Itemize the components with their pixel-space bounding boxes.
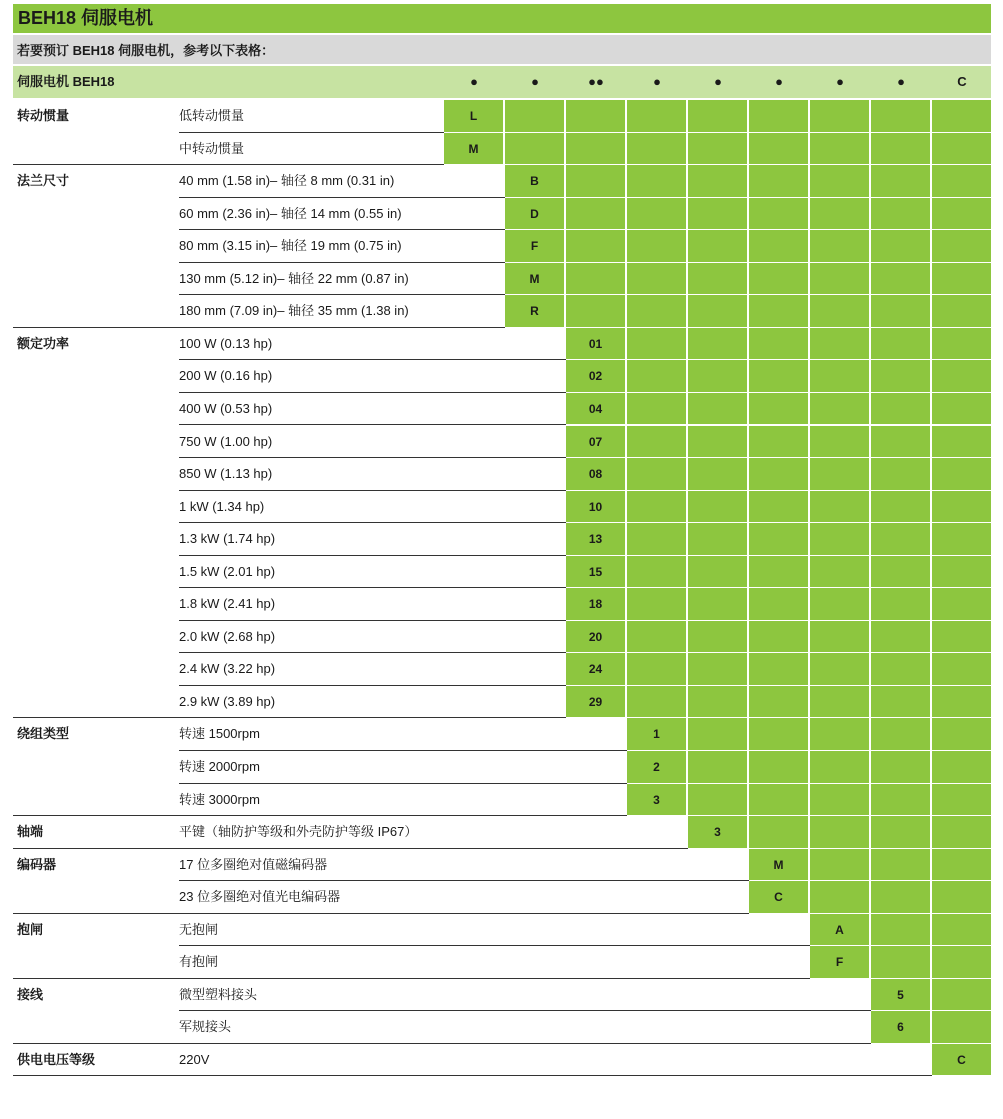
filler-cell <box>627 198 686 230</box>
option-description: 17 位多圈绝对值磁编码器 <box>179 856 328 872</box>
header-mark: ●● <box>588 74 604 89</box>
filler-cell <box>932 653 991 685</box>
filler-cell <box>810 556 869 588</box>
filler-cell <box>505 100 564 132</box>
option-code: R <box>505 295 564 327</box>
filler-cell <box>810 328 869 360</box>
table-row <box>13 328 991 360</box>
filler-cell <box>871 686 930 718</box>
filler-cell <box>627 133 686 165</box>
filler-cell <box>871 165 930 197</box>
filler-cell <box>932 556 991 588</box>
order-table <box>13 4 991 1076</box>
filler-cell <box>871 100 930 132</box>
option-description: 转速 3000rpm <box>179 791 260 807</box>
filler-cell <box>871 588 930 620</box>
filler-cell <box>749 295 808 327</box>
category-label: 额定功率 <box>17 335 70 351</box>
filler-cell <box>810 881 869 913</box>
table-row <box>13 849 991 881</box>
option-description: 微型塑料接头 <box>179 986 258 1002</box>
option-code: A <box>810 914 869 946</box>
filler-cell <box>688 165 747 197</box>
table-row <box>13 784 991 816</box>
table-row <box>13 458 991 490</box>
option-code: F <box>505 230 564 262</box>
filler-cell <box>688 198 747 230</box>
table-row <box>13 653 991 685</box>
filler-cell <box>749 653 808 685</box>
filler-cell <box>932 263 991 295</box>
filler-cell <box>627 426 686 458</box>
filler-cell <box>810 263 869 295</box>
table-row <box>13 393 991 425</box>
option-code: 10 <box>566 491 625 523</box>
option-description: 2.4 kW (3.22 hp) <box>179 661 276 677</box>
table-row <box>13 1044 991 1076</box>
filler-cell <box>871 849 930 881</box>
option-description: 1.8 kW (2.41 hp) <box>179 596 276 612</box>
filler-cell <box>810 849 869 881</box>
filler-cell <box>871 295 930 327</box>
filler-cell <box>932 100 991 132</box>
table-row <box>13 979 991 1011</box>
category-label: 绕组类型 <box>17 726 70 742</box>
filler-cell <box>627 523 686 555</box>
filler-cell <box>688 328 747 360</box>
filler-cell <box>810 458 869 490</box>
filler-cell <box>932 946 991 978</box>
filler-cell <box>810 100 869 132</box>
filler-cell <box>688 718 747 750</box>
filler-cell <box>627 653 686 685</box>
option-description: 750 W (1.00 hp) <box>179 433 273 449</box>
filler-cell <box>871 523 930 555</box>
option-code: 01 <box>566 328 625 360</box>
filler-cell <box>566 230 625 262</box>
table-row <box>13 100 991 132</box>
table-row <box>13 133 991 165</box>
option-description: 有抱闸 <box>179 954 219 970</box>
filler-cell <box>932 979 991 1011</box>
header-mark: ● <box>775 74 783 89</box>
row-divider <box>13 1075 932 1076</box>
table-row <box>13 751 991 783</box>
filler-cell <box>688 393 747 425</box>
filler-cell <box>810 198 869 230</box>
filler-cell <box>688 556 747 588</box>
filler-cell <box>932 881 991 913</box>
table-row <box>13 621 991 653</box>
filler-cell <box>688 263 747 295</box>
filler-cell <box>932 360 991 392</box>
option-description: 40 mm (1.58 in)– 轴径 8 mm (0.31 in) <box>179 173 395 189</box>
filler-cell <box>627 360 686 392</box>
table-row <box>13 914 991 946</box>
option-description: 200 W (0.16 hp) <box>179 368 273 384</box>
filler-cell <box>749 523 808 555</box>
table-row <box>13 426 991 458</box>
table-row <box>13 295 991 327</box>
filler-cell <box>810 133 869 165</box>
filler-cell <box>871 458 930 490</box>
option-code: 2 <box>627 751 686 783</box>
header-label: 伺服电机 BEH18 <box>17 74 115 89</box>
option-code: 15 <box>566 556 625 588</box>
filler-cell <box>688 621 747 653</box>
filler-cell <box>627 230 686 262</box>
filler-cell <box>810 686 869 718</box>
filler-cell <box>871 816 930 848</box>
filler-cell <box>871 393 930 425</box>
option-code: 6 <box>871 1011 930 1043</box>
header-mark: ● <box>897 74 905 89</box>
filler-cell <box>688 458 747 490</box>
filler-cell <box>871 426 930 458</box>
filler-cell <box>688 426 747 458</box>
filler-cell <box>932 849 991 881</box>
option-code: C <box>749 881 808 913</box>
filler-cell <box>932 718 991 750</box>
option-description: 100 W (0.13 hp) <box>179 335 273 351</box>
filler-cell <box>688 491 747 523</box>
filler-cell <box>749 816 808 848</box>
option-code: M <box>505 263 564 295</box>
filler-cell <box>749 165 808 197</box>
filler-cell <box>932 426 991 458</box>
option-code: 04 <box>566 393 625 425</box>
filler-cell <box>688 653 747 685</box>
filler-cell <box>810 653 869 685</box>
filler-cell <box>871 133 930 165</box>
table-row <box>13 686 991 718</box>
option-code: 18 <box>566 588 625 620</box>
header-mark: ● <box>531 74 539 89</box>
filler-cell <box>871 881 930 913</box>
option-code: C <box>932 1044 991 1076</box>
option-description: 中转动惯量 <box>179 140 245 156</box>
option-code: F <box>810 946 869 978</box>
filler-cell <box>871 491 930 523</box>
filler-cell <box>810 816 869 848</box>
option-description: 850 W (1.13 hp) <box>179 466 273 482</box>
filler-cell <box>749 621 808 653</box>
option-code: L <box>444 100 503 132</box>
filler-cell <box>749 198 808 230</box>
header-mark: ● <box>653 74 661 89</box>
option-code: 24 <box>566 653 625 685</box>
filler-cell <box>749 556 808 588</box>
option-grid <box>13 100 991 1076</box>
filler-cell <box>749 426 808 458</box>
page-title: BEH18 伺服电机 <box>13 4 991 33</box>
filler-cell <box>871 263 930 295</box>
filler-cell <box>932 198 991 230</box>
filler-cell <box>566 295 625 327</box>
option-description: 23 位多圈绝对值光电编码器 <box>179 889 341 905</box>
filler-cell <box>871 198 930 230</box>
header-mark: ● <box>714 74 722 89</box>
filler-cell <box>749 393 808 425</box>
filler-cell <box>688 133 747 165</box>
table-row <box>13 165 991 197</box>
option-description: 400 W (0.53 hp) <box>179 400 273 416</box>
header-mark: ● <box>470 74 478 89</box>
header-mark: C <box>957 74 967 89</box>
filler-cell <box>749 784 808 816</box>
table-row <box>13 523 991 555</box>
filler-cell <box>810 393 869 425</box>
option-description: 2.0 kW (2.68 hp) <box>179 628 276 644</box>
option-description: 军规接头 <box>179 1019 232 1035</box>
option-description: 转速 1500rpm <box>179 726 260 742</box>
filler-cell <box>749 491 808 523</box>
option-code: M <box>749 849 808 881</box>
filler-cell <box>871 946 930 978</box>
filler-cell <box>566 263 625 295</box>
filler-cell <box>749 588 808 620</box>
filler-cell <box>932 133 991 165</box>
filler-cell <box>932 165 991 197</box>
filler-cell <box>566 100 625 132</box>
option-description: 转速 2000rpm <box>179 759 260 774</box>
filler-cell <box>627 165 686 197</box>
option-description: 60 mm (2.36 in)– 轴径 14 mm (0.55 in) <box>179 205 402 221</box>
filler-cell <box>627 263 686 295</box>
option-code: B <box>505 165 564 197</box>
filler-cell <box>627 491 686 523</box>
filler-cell <box>749 263 808 295</box>
filler-cell <box>688 751 747 783</box>
option-code: 07 <box>566 426 625 458</box>
filler-cell <box>749 686 808 718</box>
filler-cell <box>932 491 991 523</box>
table-row <box>13 588 991 620</box>
option-description: 1.3 kW (1.74 hp) <box>179 531 276 547</box>
option-description: 130 mm (5.12 in)– 轴径 22 mm (0.87 in) <box>179 270 409 286</box>
filler-cell <box>688 588 747 620</box>
filler-cell <box>810 751 869 783</box>
filler-cell <box>871 784 930 816</box>
filler-cell <box>932 1011 991 1043</box>
filler-cell <box>810 230 869 262</box>
filler-cell <box>871 751 930 783</box>
table-row <box>13 263 991 295</box>
filler-cell <box>505 133 564 165</box>
table-row <box>13 718 991 750</box>
filler-cell <box>749 751 808 783</box>
filler-cell <box>932 230 991 262</box>
filler-cell <box>871 718 930 750</box>
option-code: 5 <box>871 979 930 1011</box>
table-row <box>13 491 991 523</box>
option-code: M <box>444 133 503 165</box>
cell-divider <box>932 1075 991 1076</box>
filler-cell <box>810 360 869 392</box>
filler-cell <box>932 751 991 783</box>
filler-cell <box>932 458 991 490</box>
option-code: D <box>505 198 564 230</box>
filler-cell <box>871 328 930 360</box>
option-description: 2.9 kW (3.89 hp) <box>179 693 276 709</box>
filler-cell <box>871 653 930 685</box>
option-description: 平键（轴防护等级和外壳防护等级 IP67） <box>179 824 418 840</box>
filler-cell <box>627 100 686 132</box>
filler-cell <box>627 621 686 653</box>
option-description: 180 mm (7.09 in)– 轴径 35 mm (1.38 in) <box>179 303 409 319</box>
filler-cell <box>627 588 686 620</box>
header-mark: ● <box>836 74 844 89</box>
filler-cell <box>871 621 930 653</box>
category-label: 接线 <box>17 986 44 1002</box>
filler-cell <box>627 393 686 425</box>
filler-cell <box>749 360 808 392</box>
header-row <box>13 64 991 98</box>
table-row <box>13 556 991 588</box>
filler-cell <box>810 718 869 750</box>
filler-cell <box>688 523 747 555</box>
option-code: 3 <box>688 816 747 848</box>
table-row <box>13 816 991 848</box>
filler-cell <box>810 491 869 523</box>
option-code: 29 <box>566 686 625 718</box>
filler-cell <box>749 718 808 750</box>
option-code: 3 <box>627 784 686 816</box>
filler-cell <box>749 458 808 490</box>
table-row <box>13 360 991 392</box>
filler-cell <box>627 328 686 360</box>
filler-cell <box>932 914 991 946</box>
filler-cell <box>688 360 747 392</box>
filler-cell <box>566 198 625 230</box>
option-description: 低转动惯量 <box>179 108 245 123</box>
filler-cell <box>932 621 991 653</box>
filler-cell <box>688 686 747 718</box>
filler-cell <box>627 686 686 718</box>
option-description: 1 kW (1.34 hp) <box>179 498 265 514</box>
filler-cell <box>688 100 747 132</box>
category-label: 法兰尺寸 <box>17 173 70 189</box>
filler-cell <box>810 588 869 620</box>
filler-cell <box>932 784 991 816</box>
filler-cell <box>932 816 991 848</box>
filler-cell <box>627 458 686 490</box>
filler-cell <box>627 295 686 327</box>
filler-cell <box>749 230 808 262</box>
table-row <box>13 1011 991 1043</box>
option-code: 1 <box>627 718 686 750</box>
filler-cell <box>749 133 808 165</box>
filler-cell <box>749 100 808 132</box>
filler-cell <box>749 328 808 360</box>
filler-cell <box>932 686 991 718</box>
filler-cell <box>810 621 869 653</box>
filler-cell <box>871 360 930 392</box>
filler-cell <box>688 784 747 816</box>
option-code: 02 <box>566 360 625 392</box>
filler-cell <box>932 588 991 620</box>
option-code: 13 <box>566 523 625 555</box>
filler-cell <box>871 230 930 262</box>
filler-cell <box>688 230 747 262</box>
filler-cell <box>810 295 869 327</box>
table-subtitle: 若要预订 BEH18 伺服电机，参考以下表格： <box>13 33 991 64</box>
category-label: 供电电压等级 <box>17 1051 96 1067</box>
table-row <box>13 198 991 230</box>
filler-cell <box>810 426 869 458</box>
option-description: 80 mm (3.15 in)– 轴径 19 mm (0.75 in) <box>179 238 402 254</box>
option-description: 无抱闸 <box>179 921 219 937</box>
filler-cell <box>810 784 869 816</box>
filler-cell <box>871 556 930 588</box>
filler-cell <box>932 523 991 555</box>
option-description: 220V <box>179 1051 210 1067</box>
category-label: 轴端 <box>17 824 44 840</box>
option-code: 20 <box>566 621 625 653</box>
filler-cell <box>566 133 625 165</box>
option-code: 08 <box>566 458 625 490</box>
table-row <box>13 230 991 262</box>
table-row <box>13 946 991 978</box>
table-row <box>13 881 991 913</box>
filler-cell <box>810 523 869 555</box>
filler-cell <box>566 165 625 197</box>
option-description: 1.5 kW (2.01 hp) <box>179 563 276 579</box>
filler-cell <box>871 914 930 946</box>
filler-cell <box>688 295 747 327</box>
category-label: 抱闸 <box>17 921 44 937</box>
filler-cell <box>932 328 991 360</box>
filler-cell <box>932 393 991 425</box>
category-label: 编码器 <box>17 856 57 872</box>
filler-cell <box>627 556 686 588</box>
category-label: 转动惯量 <box>17 108 70 123</box>
filler-cell <box>810 165 869 197</box>
filler-cell <box>932 295 991 327</box>
